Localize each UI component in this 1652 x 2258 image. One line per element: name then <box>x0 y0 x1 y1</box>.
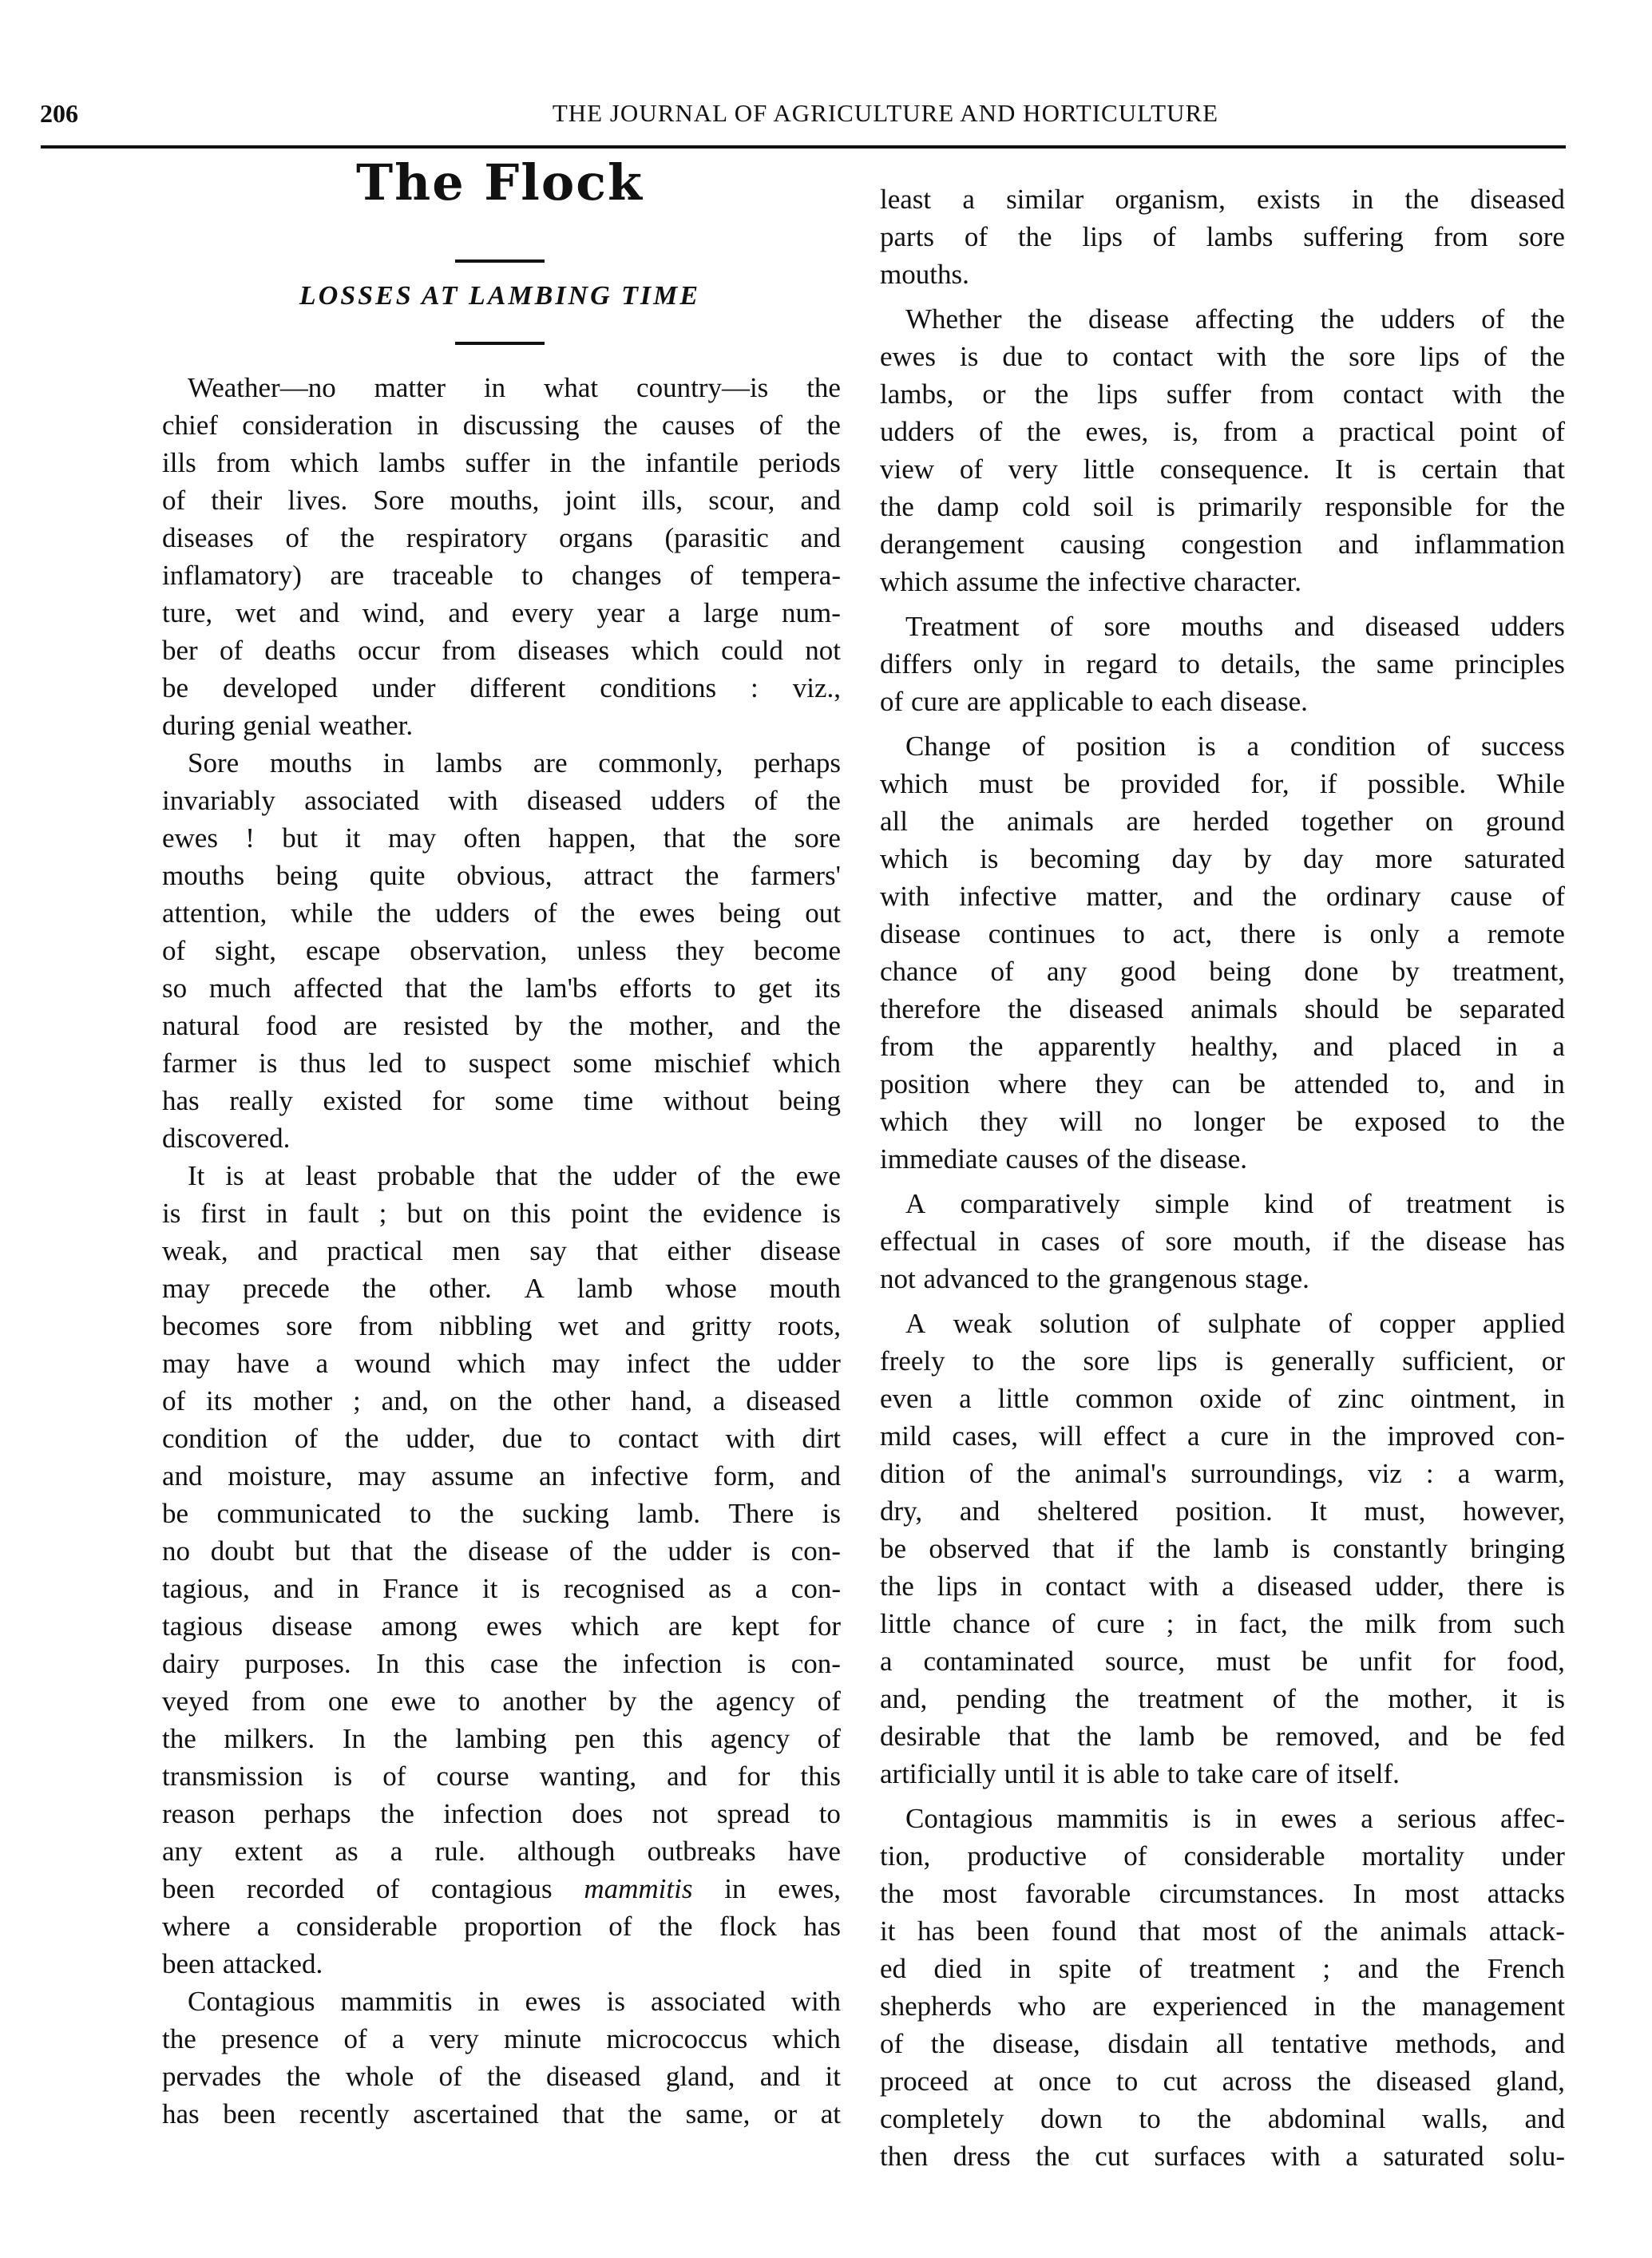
text-line: Weather—no matter in what country—is the <box>188 372 841 403</box>
paragraph <box>162 1157 841 1983</box>
text-line: natural food are resisted by the mother, and the <box>162 1010 841 1041</box>
text-line: may precede the other. A lamb whose mouth <box>162 1273 841 1304</box>
text-line: A weak solution of sulphate of copper applied <box>905 1308 1565 1339</box>
text-line: of the disease, disdain all tentative methods, and <box>880 2028 1565 2059</box>
text-line: little chance of cure ; in fact, the milk from such <box>880 1608 1565 1639</box>
header-rule <box>41 145 1566 149</box>
text-line: proceed at once to cut across the diseased gland, <box>880 2066 1565 2097</box>
text-line: Change of position is a condition of success <box>905 731 1565 762</box>
text-line: disease continues to act, there is only a remote <box>880 918 1565 949</box>
text-line: tagious, and in France it is recognised as a con- <box>162 1573 841 1604</box>
text-line: A comparatively simple kind of treatment is <box>905 1188 1565 1219</box>
text-line: dairy purposes. In this case the infection is con- <box>162 1648 841 1679</box>
text-line: no doubt but that the disease of the udder is con- <box>162 1535 841 1567</box>
text-line: condition of the udder, due to contact with dirt <box>162 1423 841 1454</box>
text-line: the presence of a very minute micrococcus which <box>162 2023 841 2054</box>
text-line: It is at least probable that the udder of the ewe <box>188 1160 841 1191</box>
text-line: derangement causing congestion and inflammation <box>880 529 1565 560</box>
text-line: shepherds who are experienced in the management <box>880 1991 1565 2022</box>
text-line: Contagious mammitis is in ewes a serious affec- <box>905 1803 1565 1834</box>
text-line: invariably associated with diseased udders of the <box>162 785 841 816</box>
text-line: position where they can be attended to, and in <box>880 1068 1565 1099</box>
text-line: tion, productive of considerable mortality under <box>880 1840 1565 1872</box>
text-line: mouths being quite obvious, attract the farmers' <box>162 860 841 891</box>
left-column <box>162 369 841 2133</box>
divider-rule <box>455 342 545 345</box>
text-line: mild cases, will effect a cure in the improved con- <box>880 1420 1565 1452</box>
text-line: freely to the sore lips is generally sufficient, or <box>880 1345 1565 1377</box>
text-line: differs only in regard to details, the same principles <box>880 648 1565 679</box>
text-line: parts of the lips of lambs suffering from sore <box>880 221 1565 252</box>
divider-rule <box>455 259 545 263</box>
section-title: The Flock <box>356 153 644 212</box>
text-line: a contaminated source, must be unfit for food, <box>880 1646 1565 1677</box>
text-line: so much affected that the lam'bs efforts to get its <box>162 973 841 1004</box>
text-line: chance of any good being done by treatment, <box>880 956 1565 987</box>
text-line: then dress the cut surfaces with a saturated solu- <box>880 2141 1565 2172</box>
text-line: has really existed for some time without being <box>162 1085 841 1116</box>
text-line: been recorded of contagious mammitis in ewes, <box>162 1873 841 1904</box>
text-line: veyed from one ewe to another by the agency of <box>162 1686 841 1717</box>
text-line: diseases of the respiratory organs (parasitic and <box>162 522 841 553</box>
text-line: Whether the disease affecting the udders of the <box>905 303 1565 335</box>
text-line: dry, and sheltered position. It must, however, <box>880 1495 1565 1527</box>
text-line: least a similar organism, exists in the diseased <box>880 184 1565 215</box>
text-line: even a little common oxide of zinc ointment, in <box>880 1383 1565 1414</box>
text-line: becomes sore from nibbling wet and gritty roots, <box>162 1310 841 1341</box>
text-line: pervades the whole of the diseased gland, and it <box>162 2061 841 2092</box>
text-line: mouths. <box>880 259 969 290</box>
text-line: the milkers. In the lambing pen this agency of <box>162 1723 841 1754</box>
text-line: view of very little consequence. It is certain that <box>880 454 1565 485</box>
text-line: effectual in cases of sore mouth, if the disease has <box>880 1226 1565 1257</box>
text-line: lambs, or the lips suffer from contact with the <box>880 378 1565 410</box>
text-line: ed died in spite of treatment ; and the French <box>880 1953 1565 1984</box>
text-line: ills from which lambs suffer in the infantile periods <box>162 447 841 478</box>
paragraph <box>880 300 1565 600</box>
paragraph <box>880 180 1565 293</box>
text-line: which assume the infective character. <box>880 566 1302 597</box>
text-line: and moisture, may assume an infective form, and <box>162 1460 841 1491</box>
text-line: all the animals are herded together on ground <box>880 806 1565 837</box>
paragraph <box>880 1305 1565 1793</box>
text-line: tagious disease among ewes which are kept for <box>162 1610 841 1642</box>
text-line: be observed that if the lamb is constantly bringing <box>880 1533 1565 1564</box>
text-line: weak, and practical men say that either disease <box>162 1235 841 1266</box>
text-line: of its mother ; and, on the other hand, a diseased <box>162 1385 841 1416</box>
text-line: udders of the ewes, is, from a practical point of <box>880 416 1565 447</box>
text-line: completely down to the abdominal walls, and <box>880 2103 1565 2134</box>
text-line: Sore mouths in lambs are commonly, perhaps <box>188 747 841 778</box>
paragraph <box>880 727 1565 1178</box>
text-line: of their lives. Sore mouths, joint ills, scour, and <box>162 485 841 516</box>
text-line: which must be provided for, if possible. While <box>880 768 1565 799</box>
paragraph <box>880 1800 1565 2175</box>
text-line: immediate causes of the disease. <box>880 1143 1248 1175</box>
text-line: artificially until it is able to take care of itself. <box>880 1758 1400 1789</box>
text-line: desirable that the lamb be removed, and be fed <box>880 1721 1565 1752</box>
text-line: from the apparently healthy, and placed in a <box>880 1031 1565 1062</box>
text-line: it has been found that most of the animals attack- <box>880 1915 1565 1947</box>
text-line: the damp cold soil is primarily responsible for the <box>880 491 1565 522</box>
running-head: THE JOURNAL OF AGRICULTURE AND HORTICULTURE <box>552 99 1219 127</box>
text-line: which they will no longer be exposed to the <box>880 1106 1565 1137</box>
text-line: has been recently ascertained that the same, or at <box>162 2098 841 2129</box>
text-line: of sight, escape observation, unless they become <box>162 935 841 966</box>
text-line: be developed under different conditions : viz., <box>162 672 841 703</box>
text-line: reason perhaps the infection does not spread to <box>162 1798 841 1829</box>
text-line: dition of the animal's surroundings, viz : a warm, <box>880 1458 1565 1489</box>
paragraph <box>162 369 841 744</box>
text-line: the most favorable circumstances. In most attacks <box>880 1878 1565 1909</box>
text-line: farmer is thus led to suspect some mischief which <box>162 1048 841 1079</box>
text-line: ber of deaths occur from diseases which could not <box>162 635 841 666</box>
text-line: may have a wound which may infect the udder <box>162 1348 841 1379</box>
text-line: during genial weather. <box>162 710 414 741</box>
paragraph <box>162 744 841 1157</box>
text-line: ture, wet and wind, and every year a large num- <box>162 597 841 628</box>
text-line: chief consideration in discussing the causes of the <box>162 410 841 441</box>
text-line: attention, while the udders of the ewes being out <box>162 897 841 929</box>
text-line: been attacked. <box>162 1948 323 1979</box>
article-headline: LOSSES AT LAMBING TIME <box>299 281 701 311</box>
text-line: where a considerable proportion of the flock has <box>162 1911 841 1942</box>
text-line: be communicated to the sucking lamb. There is <box>162 1498 841 1529</box>
text-line: the lips in contact with a diseased udder, there is <box>880 1571 1565 1602</box>
right-column <box>880 180 1565 2182</box>
text-line: ewes is due to contact with the sore lips of the <box>880 341 1565 372</box>
paragraph <box>880 608 1565 720</box>
text-line: is first in fault ; but on this point the evidence is <box>162 1198 841 1229</box>
text-line: Contagious mammitis in ewes is associated with <box>188 1986 841 2017</box>
text-line: of cure are applicable to each disease. <box>880 686 1308 717</box>
text-line: Treatment of sore mouths and diseased udders <box>905 611 1565 642</box>
paragraph <box>162 1983 841 2133</box>
page-number: 206 <box>40 99 78 128</box>
text-line: not advanced to the grangenous stage. <box>880 1263 1309 1294</box>
text-line: ewes ! but it may often happen, that the sore <box>162 822 841 854</box>
text-line: and, pending the treatment of the mother, it is <box>880 1683 1565 1714</box>
text-line: discovered. <box>162 1123 291 1154</box>
text-line: which is becoming day by day more saturated <box>880 843 1565 874</box>
text-line: with infective matter, and the ordinary cause of <box>880 881 1565 912</box>
text-line: therefore the diseased animals should be separated <box>880 993 1565 1024</box>
text-line: transmission is of course wanting, and for this <box>162 1761 841 1792</box>
paragraph <box>880 1185 1565 1297</box>
text-line: any extent as a rule. although outbreaks have <box>162 1836 841 1867</box>
text-line: inflamatory) are traceable to changes of tempera- <box>162 560 841 591</box>
